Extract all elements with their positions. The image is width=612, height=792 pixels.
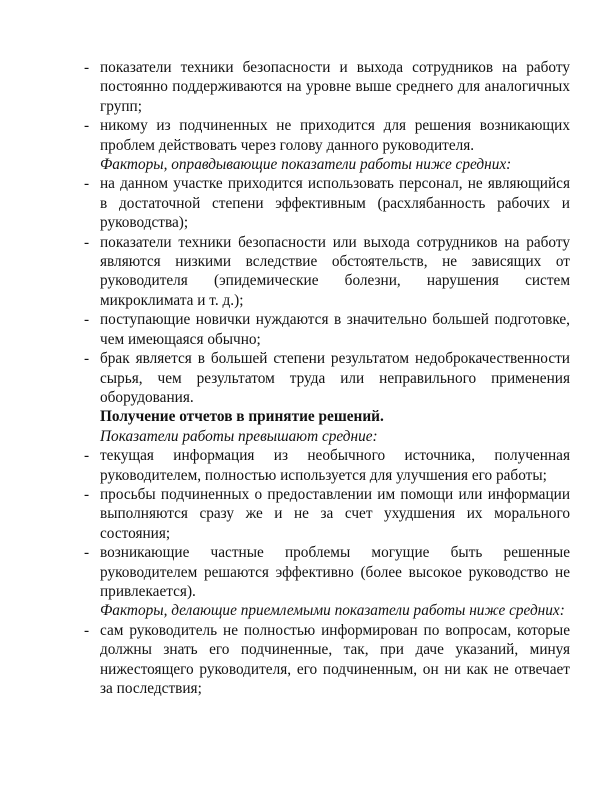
list-item-text: сам руководитель не полностью информирован по вопросам, которые должны знать его подчиненные, так, при даче указаний, минуя нижестоящего руководителя, его подчиненным, он ни как не отвечает за последствия; <box>100 621 570 697</box>
section-title-reports-decisions: Получение отчетов в принятие решений. <box>100 408 384 426</box>
list-item-text: поступающие новички нуждаются в значительно большей подготовке, чем имеющаяся обычно; <box>100 311 570 348</box>
section-heading-acceptable-factors: Факторы, делающие приемлемыми показатели работы ниже средних: <box>100 602 565 620</box>
list-item-text: просьбы подчиненных о предоставлении им помощи или информации выполняются сразу же и не за счет ухудшения их морального состояния; <box>100 485 570 542</box>
list-item-text: показатели техники безопасности и выхода сотрудников на работу постоянно поддерживаются на уровне выше среднего для аналогичных групп; <box>100 59 570 115</box>
list-item-text: показатели техники безопасности или выхода сотрудников на работу являются низкими вследствие обстоятельств, не зависящих от руководителя (эпидемические болезни, нарушения систем микроклимата и т. д.); <box>100 233 570 309</box>
list-item-text: возникающие частные проблемы могущие быть решенные руководителем решаются эффективно (более высокое руководство не привлекается). <box>100 544 570 600</box>
list-item <box>84 310 570 349</box>
list-item <box>84 233 570 311</box>
list-item <box>84 485 570 543</box>
bullet-dash: - <box>84 350 90 368</box>
document-body <box>84 58 570 698</box>
bullet-dash: - <box>84 544 90 562</box>
list-item <box>84 543 570 601</box>
bullet-dash: - <box>84 175 90 193</box>
bullet-dash: - <box>84 59 90 76</box>
list-item <box>84 58 570 116</box>
bullet-dash: - <box>84 233 90 251</box>
list-item-text: никому из подчиненных не приходится для решения возникающих проблем действовать через голову данного руководителя. <box>100 117 570 154</box>
list-item <box>84 174 570 232</box>
list-item <box>84 116 570 155</box>
bullet-dash: - <box>84 311 90 329</box>
list-item <box>84 446 570 485</box>
bullet-dash: - <box>84 621 90 639</box>
list-item <box>84 621 570 699</box>
section-heading-above-average: Показатели работы превышают средние: <box>100 427 378 445</box>
bullet-dash: - <box>84 447 90 465</box>
section-heading-justifying-factors: Факторы, оправдывающие показатели работы ниже средних: <box>100 156 512 174</box>
list-item <box>84 349 570 407</box>
list-item-text: брак является в большей степени результатом недоброкачественности сырья, чем результатом труда или неправильного применения оборудования. <box>100 350 570 406</box>
list-item-text: на данном участке приходится использовать персонал, не являющийся в достаточной степени эффективным (расхлябанность рабочих и руководства); <box>100 175 570 232</box>
list-item-text: текущая информация из необычного источника, полученная руководителем, полностью используется для улучшения его работы; <box>100 447 570 484</box>
bullet-dash: - <box>84 485 90 503</box>
bullet-dash: - <box>84 117 90 135</box>
